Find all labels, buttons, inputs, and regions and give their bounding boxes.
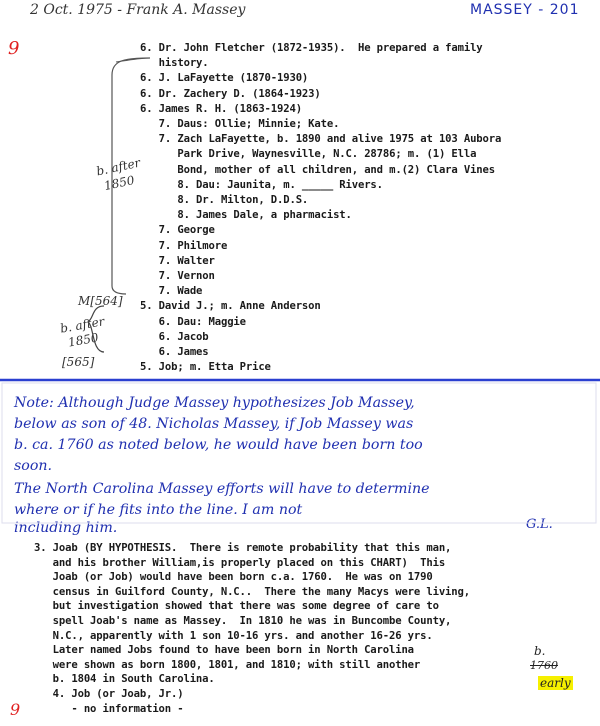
genealogy-line: 8. Dr. Milton, D.D.S. [140,194,309,206]
genealogy-line: 6. James R. H. (1863-1924) [140,102,302,115]
note-line: where or if he fits into the line. I am not [14,502,303,518]
genealogy-line: 6. James [140,346,209,358]
joab-line: N.C., apparently with 1 son 10-16 yrs. and another 16-26 yrs. [34,629,433,642]
note-initials: G.L. [526,517,553,532]
joab-line: Later named Jobs found to have been born in North Carolina [34,644,414,657]
genealogy-line: 6. Dr. John Fletcher (1872-1935). He prepared a family [140,42,483,54]
genealogy-line: 7. Walter [140,254,215,267]
margin-early-highlight: early [540,676,571,690]
joab-line: 4. Job (or Joab, Jr.) [34,688,184,700]
margin-b: b. [534,644,546,658]
family-bracket-line [112,58,150,294]
joab-line: 3. Joab (BY HYPOTHESIS. There is remote probability that this man, [34,542,452,554]
margin-note-b-after-2: b. after [59,314,106,336]
genealogy-line: 8. Dau: Jaunita, m. _____ Rivers. [140,178,383,191]
genealogy-line: 6. Dr. Zachery D. (1864-1923) [140,87,321,100]
joab-line: b. 1804 in South Carolina. [34,673,215,686]
note-line: below as son of 48. Nicholas Massey, if Job Massey was [14,416,414,432]
note-line: soon. [14,458,53,474]
genealogy-line: 7. Zach LaFayette, b. 1890 and alive 1975 at 103 Aubora [140,133,502,146]
page-mark-bottom: 9 [10,700,21,719]
note-line: Note: Although Judge Massey hypothesizes Job Massey, [14,395,415,411]
genealogy-line: 7. George [140,224,215,237]
genealogy-line: Park Drive, Waynesville, N.C. 28786; m. (1) Ella [140,148,477,161]
margin-note-year-1: 1850 [102,172,136,194]
margin-note-m564: M[564] [78,294,123,308]
joab-line: - no information - [34,702,184,715]
genealogy-line: 5. Job; m. Etta Price [140,361,271,374]
joab-line: were shown as born 1800, 1801, and 1810; with still another [34,658,421,671]
joab-line: spell Joab's name as Massey. In 1810 he was in Buncombe County, [34,615,452,627]
margin-struck-year: 1760 [530,659,558,672]
curly-brace-david [88,306,104,352]
joab-line: but investigation showed that there was some degree of care to [34,600,439,613]
note-line: b. ca. 1760 as noted below, he would have been born too [14,437,423,453]
genealogy-line: 5. David J.; m. Anne Anderson [140,300,321,313]
genealogy-line: 7. Wade [140,285,203,298]
genealogy-line: 8. James Dale, a pharmacist. [140,209,352,222]
date-note: 2 Oct. 1975 - Frank A. Massey [30,2,246,18]
joab-line: Joab (or Job) would have been born c.a. 1760. He was on 1790 [34,571,433,584]
joab-line: census in Guilford County, N.C.. There the many Macys were living, [34,585,470,598]
joab-line: and his brother William,is properly placed on this CHART) This [34,556,446,569]
genealogy-line: 7. Philmore [140,239,228,252]
note-box-border [2,383,596,523]
margin-note-b-after-1: b. after [95,155,142,179]
genealogy-line: history. [140,57,209,70]
margin-note-565: [565] [62,355,95,369]
genealogy-line: 6. J. LaFayette (1870-1930) [140,72,309,85]
page-mark-top: 9 [8,38,20,59]
genealogy-line: 6. Dau: Maggie [140,315,246,328]
genealogy-line: Bond, mother of all children, and m.(2) Clara Vines [140,163,495,176]
genealogy-line: 6. Jacob [140,330,209,343]
note-line: The North Carolina Massey efforts will have to determine [14,481,430,497]
genealogy-line: 7. Daus: Ollie; Minnie; Kate. [140,118,340,130]
note-line: including him. [14,520,118,536]
file-id: MASSEY - 201 [470,2,580,18]
genealogy-line: 7. Vernon [140,270,215,282]
margin-note-year-2: 1850 [67,330,100,350]
